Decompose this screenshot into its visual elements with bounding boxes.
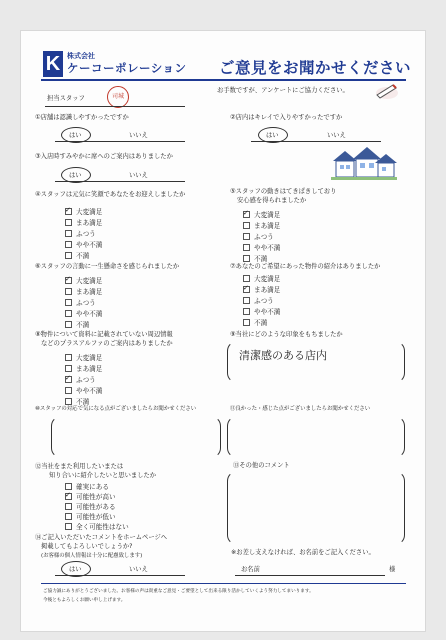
q12-option-1[interactable]: 可能性が高い <box>65 493 116 501</box>
q1-yes[interactable]: はい <box>69 132 82 139</box>
q11-text: ⑪良かった・感じた点がございましたらお聞かせください <box>230 406 371 412</box>
q2-answer-circle <box>258 127 288 143</box>
name-suffix: 様 <box>389 566 396 573</box>
q4-text: ④スタッフは元気に笑顔であなたをお迎えしましたか <box>35 191 186 198</box>
q3-answer-circle <box>61 167 91 183</box>
q2-yes[interactable]: はい <box>266 132 279 139</box>
q4-option-3[interactable]: やや不満 <box>65 241 102 249</box>
company-logo: K <box>43 51 63 77</box>
q5-option-1[interactable]: まあ満足 <box>243 222 280 230</box>
q12-option-0[interactable]: 確実にある <box>65 483 109 491</box>
q8-option-4[interactable]: 不満 <box>65 398 89 406</box>
q5-text-2: 安心感を得られましたか <box>237 197 307 204</box>
q1-answer-circle <box>61 127 91 143</box>
q4-option-4[interactable]: 不満 <box>65 252 89 260</box>
q3-yes[interactable]: はい <box>69 172 82 179</box>
q3-text: ③入店時すみやかに席へのご案内はありましたか <box>35 153 173 160</box>
q6-option-0[interactable]: 大変満足 <box>65 277 102 285</box>
q6-option-3[interactable]: やや不満 <box>65 310 102 318</box>
q11-answer-box[interactable] <box>227 416 405 458</box>
q7-option-4[interactable]: 不満 <box>243 319 267 327</box>
footer-divider <box>41 583 406 584</box>
q2-text: ②店内はキレイで入りやすかったですか <box>230 114 343 121</box>
q12-option-2[interactable]: 可能性がある <box>65 503 116 511</box>
footer-line-2: 今後ともよろしくお願い申し上げます。 <box>43 598 126 603</box>
company-name: ケーコーポレーション <box>67 61 187 75</box>
q14-text-2: 掲載してもよろしいでしょうか? <box>41 543 133 550</box>
q1-no[interactable]: いいえ <box>129 132 148 139</box>
q14-no[interactable]: いいえ <box>129 566 148 573</box>
q5-text-1: ⑤スタッフの動きはてきぱきしており <box>230 188 337 195</box>
q12-option-3[interactable]: 可能性が低い <box>65 513 116 521</box>
q10-answer-box[interactable] <box>51 416 221 458</box>
q4-option-0[interactable]: 大変満足 <box>65 208 102 216</box>
staff-underline <box>45 106 185 107</box>
survey-sheet <box>20 30 426 632</box>
q7-option-2[interactable]: ふつう <box>243 297 274 305</box>
q6-option-1[interactable]: まあ満足 <box>65 288 102 296</box>
q5-option-2[interactable]: ふつう <box>243 233 274 241</box>
q5-checkmark: ✓ <box>243 209 249 217</box>
q7-option-1[interactable]: まあ満足 <box>243 286 280 294</box>
q8-checkmark: ✓ <box>65 374 71 382</box>
q4-checkmark: ✓ <box>65 206 71 214</box>
q12-option-4[interactable]: 全く可能性はない <box>65 523 129 531</box>
q5-option-4[interactable]: 不満 <box>243 255 267 263</box>
q13-answer-box[interactable] <box>227 471 405 545</box>
name-line[interactable] <box>235 575 385 576</box>
q2-no[interactable]: いいえ <box>327 132 346 139</box>
q12-text-1: ⑫当社をまた利用したいまたは <box>35 463 124 470</box>
q8-option-3[interactable]: やや不満 <box>65 387 102 395</box>
q8-text-2: などのプラスアルファのご案内はありましたか <box>41 340 173 347</box>
q14-answer-circle <box>61 561 91 577</box>
intro-text: お手数ですが、アンケートにご協力ください。 <box>217 87 349 94</box>
q14-text-1: ⑭ご記入いただいたコメントをホームページへ <box>35 534 168 541</box>
q8-option-1[interactable]: まあ満足 <box>65 365 102 373</box>
q3-no[interactable]: いいえ <box>129 172 148 179</box>
q7-text: ⑦あなたのご希望にあった物件の紹介はありましたか <box>230 263 381 270</box>
q9-answer: 清潔感のある店内 <box>239 349 327 362</box>
q13-text: ⑬その他のコメント <box>233 462 290 469</box>
footer-line-1: ご協力誠にありがとうございました。お客様の声は貴重なご意見・ご要望として出来る限り活かしていくよう努力してまいります。 <box>43 589 314 594</box>
q12-checkmark: ✓ <box>65 491 71 499</box>
header-divider <box>41 79 406 81</box>
q7-option-0[interactable]: 大変満足 <box>243 275 280 283</box>
name-note: ※お差し支えなければ、お名前をご記入ください。 <box>231 549 375 556</box>
q6-option-2[interactable]: ふつう <box>65 299 96 307</box>
q6-option-4[interactable]: 不満 <box>65 321 89 329</box>
q6-checkmark: ✓ <box>65 275 71 283</box>
q5-option-0[interactable]: 大変満足 <box>243 211 280 219</box>
q12-text-2: 知り合いに紹介したいと思いましたか <box>49 472 157 479</box>
q4-option-1[interactable]: まあ満足 <box>65 219 102 227</box>
q5-option-3[interactable]: やや不満 <box>243 244 280 252</box>
q8-option-0[interactable]: 大変満足 <box>65 354 102 362</box>
q9-text: ⑨当社にどのような印象をもちましたか <box>230 331 343 338</box>
q10-text: ⑩スタッフの対応で気になる点がございましたらお聞かせください <box>35 406 197 412</box>
staff-stamp: 司城 <box>107 86 129 108</box>
q14-yes[interactable]: はい <box>69 566 82 573</box>
q14-text-3: (お客様の個人情報は十分に配慮致します) <box>41 553 143 559</box>
q8-text-1: ⑧物件について資料に記載されていない周辺情報 <box>35 331 173 338</box>
q8-option-2[interactable]: ふつう <box>65 376 96 384</box>
name-label: お名前 <box>241 566 260 573</box>
q7-checkmark: ✓ <box>243 284 249 292</box>
staff-label: 担当スタッフ <box>47 95 85 102</box>
company-prefix: 株式会社 <box>67 52 95 60</box>
q4-option-2[interactable]: ふつう <box>65 230 96 238</box>
houses-icon <box>331 143 397 183</box>
q7-option-3[interactable]: やや不満 <box>243 308 280 316</box>
pencil-icon <box>373 81 399 101</box>
q6-text: ⑥スタッフの言動に一生懸命さを感じられましたか <box>35 263 180 270</box>
page-title: ご意見をお聞かせください <box>219 59 412 77</box>
q1-text: ①店舗は認識しやすかったですか <box>35 114 129 121</box>
